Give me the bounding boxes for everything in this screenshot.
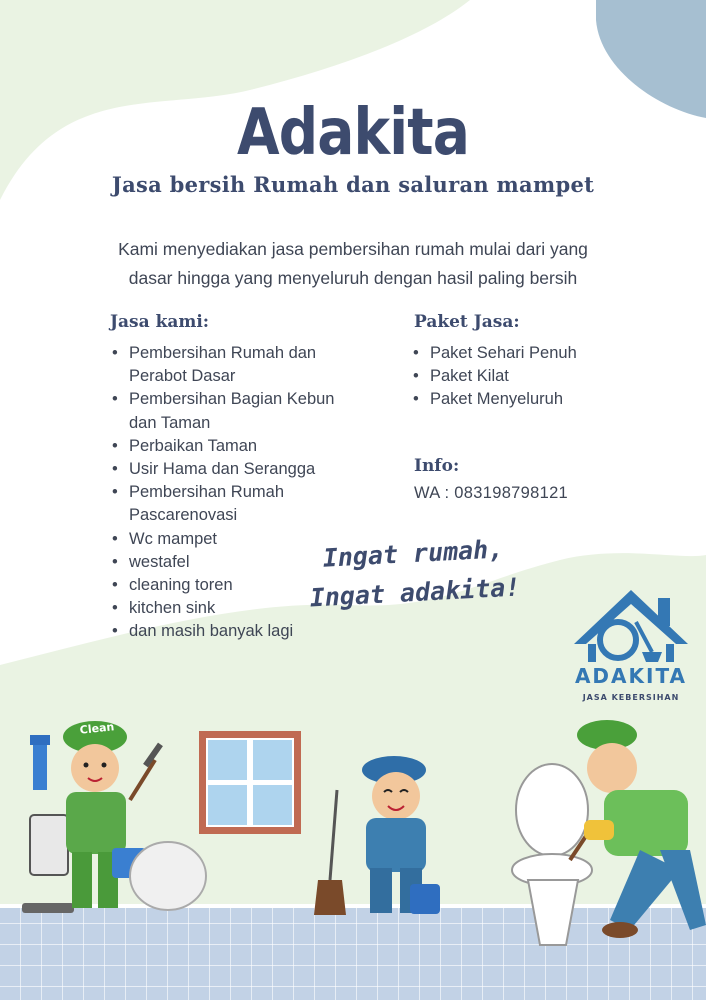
intro-line-2: dasar hingga yang menyeluruh dengan hasil paling bersih [128, 268, 578, 288]
tiled-floor [0, 906, 706, 1000]
face [587, 743, 637, 793]
toilet-seat-icon [516, 764, 588, 856]
list-item: • dan masih banyak lagi [110, 620, 350, 643]
list-item: • Wc mampet [110, 528, 350, 551]
glove-icon [584, 820, 614, 840]
list-item: • Paket Kilat [411, 365, 661, 388]
broom-handle [330, 790, 337, 880]
face [71, 744, 119, 792]
list-item: • Pembersihan Rumah Pascarenovasi [110, 481, 350, 527]
info-heading: Info: [414, 456, 460, 476]
whatsapp-contact: WA : 083198798121 [414, 484, 569, 502]
trash-bag-icon [130, 842, 206, 910]
bubble-icon [600, 622, 636, 658]
chimney-icon [658, 598, 670, 626]
list-item: • Perbaikan Taman [110, 435, 350, 458]
list-item: • Usir Hama dan Serangga [110, 458, 350, 481]
squeegee-icon [130, 760, 155, 800]
cleaner-worker-middle [314, 756, 440, 915]
packages-heading: Paket Jasa: [414, 312, 520, 332]
page-title: Adakita [236, 96, 470, 170]
slogan-line-2: Ingat adakita! [309, 572, 521, 613]
floor-polisher-icon [30, 815, 68, 875]
cleaning-scene [0, 700, 706, 1000]
house-roof-icon [574, 590, 688, 644]
logo-tagline: JASA KEBERSIHAN [582, 693, 680, 702]
list-item: • Pembersihan Rumah dan Perabot Dasar [110, 342, 350, 388]
window-icon [199, 731, 301, 834]
bucket-icon [410, 884, 440, 914]
slogan [294, 528, 534, 618]
cleaner-worker-left [22, 721, 206, 913]
list-item: • Paket Sehari Penuh [411, 342, 661, 365]
list-item: • cleaning toren [110, 574, 350, 597]
packages-list [411, 342, 661, 412]
slogan-line-1: Ingat rumah, [322, 534, 504, 573]
list-item: • Paket Menyeluruh [411, 388, 661, 411]
broom-icon [314, 880, 346, 915]
face [372, 772, 420, 820]
intro-text [70, 235, 636, 293]
services-heading: Jasa kami: [110, 312, 210, 332]
page-subtitle: Jasa bersih Rumah dan saluran mampet [111, 172, 595, 197]
intro-line-1: Kami menyediakan jasa pembersihan rumah mulai dari yang [118, 239, 588, 259]
list-item: • kitchen sink [110, 597, 350, 620]
list-item: • westafel [110, 551, 350, 574]
cap-label: Clean [79, 720, 115, 737]
logo-name: ADAKITA [574, 664, 688, 688]
list-item: • Pembersihan Bagian Kebun dan Taman [110, 388, 350, 434]
